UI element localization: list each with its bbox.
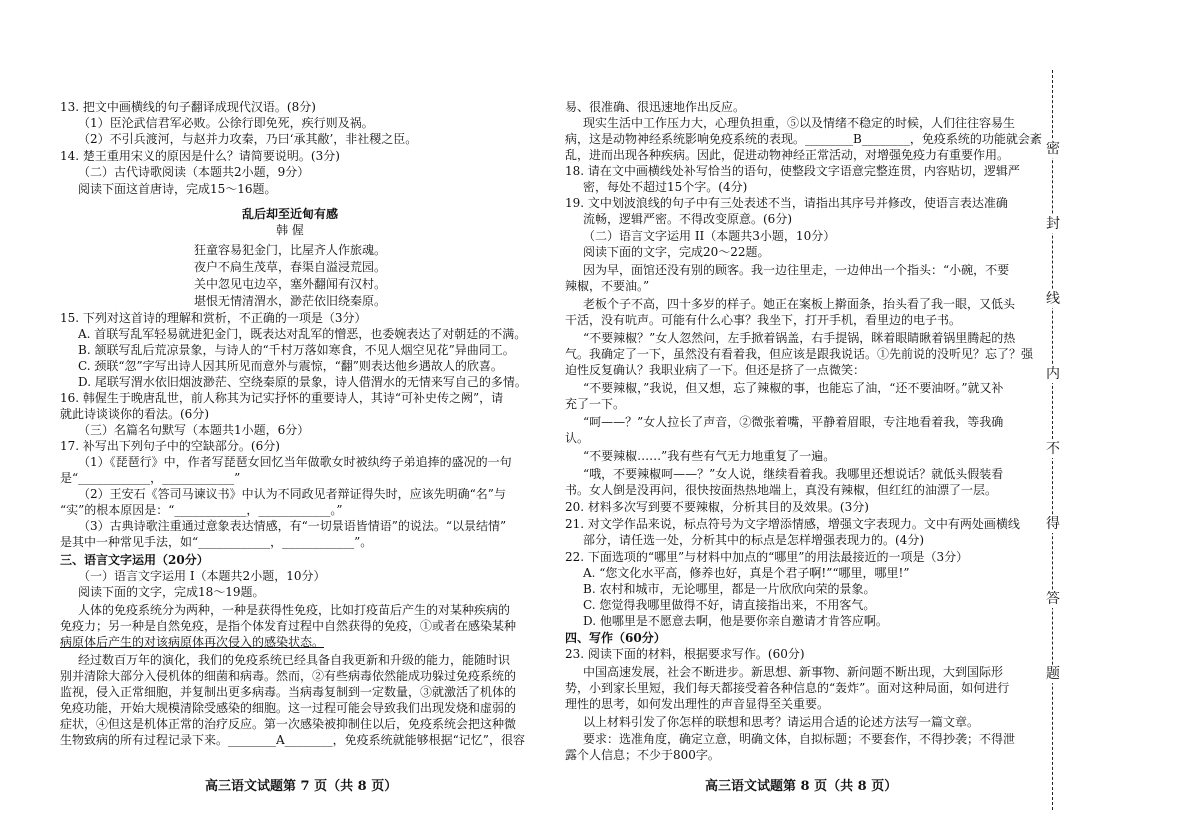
story-line: “不要辣椒……”我有些有气无力地重复了一遍。 [583,449,836,463]
q17-2: （2）王安石《答司马谏议书》中认为不同政见者辩证得失时，应该先明确“名”与 [78,487,506,501]
story-line: 迫性反复确认？我职业病了一下。但还是挤了一点微笑： [565,363,866,377]
writing-material: 理性的思考，如何发出理性的声音显得至关重要。 [565,697,830,711]
passage-line: 人体的免疫系统分为两种，一种是获得性免疫，比如打疫苗后产生的对某种疾病的 [78,603,511,617]
seal-char: 不 [1046,441,1060,457]
story-line: “哦，不要辣椒呵——？”女人说，继续看着我。我哪里还想说话？就低头假装看 [583,467,1004,481]
section-language-2: （二）语言文字运用 II（本题共3小题，10分） [583,229,836,243]
poem-line: 夜户不扃生茂草，春渠自溢浸荒园。 [193,260,386,274]
q19-cont: 流畅，逻辑严密。不得改变原意。(6分) [583,212,792,226]
poem-author: 韩 偓 [276,223,304,237]
language-1-instruction: 阅读下面的文字，完成18～19题。 [78,585,265,599]
q14: 14. 楚王重用宋义的原因是什么？请简要说明。(3分) [60,149,340,163]
q16-cont: 就此诗谈谈你的看法。(6分) [60,407,209,421]
writing-material: 势，小到家长里短，我们每天都接受着各种信息的“轰炸”。面对这种局面，如何进行 [565,681,1010,695]
q13-2: （2）不引兵渡河，与赵并力攻秦，乃曰‘承其敝’，非社稷之臣。 [78,132,418,146]
exam-page-7 [60,0,527,829]
story-line: 认。 [565,431,590,445]
poem-line: 堪恨无情清渭水，渺茫依旧绕秦原。 [193,294,386,308]
seal-char: 密 [1046,141,1060,157]
passage-line: 易、很准确、很迅速地作出反应。 [565,100,746,114]
page-footer: 高三语文试题第 8 页（共 8 页） [705,779,898,794]
section-language: 三、语言文字运用（20分） [60,553,209,567]
q17-1: （1）《琵琶行》中，作者写琵琶女回忆当年做歌女时被纨绔子弟追捧的盛况的一句 [78,455,512,469]
writing-requirements: 露个人信息；不少于800字。 [565,748,720,762]
q17-1-blank: 是“____________，____________” [60,471,241,485]
q19: 19. 文中划波浪线的句子中有三处表述不当，请指出其序号并修改，使语言表达准确 [565,196,1008,210]
poem-title: 乱后却至近甸有感 [241,207,338,221]
seal-char: 内 [1046,366,1060,382]
story-line: 书。女人倒是没再问，很快按面热热地端上，真没有辣椒，但红红的油漂了一层。 [565,483,998,497]
q15-option-d: D. 尾联写渭水依旧烟波渺茫、空绕秦原的景象，诗人借渭水的无情来写自己的多情。 [78,375,527,389]
q18: 18. 请在文中画横线处补写恰当的语句，使整段文字语意完整连贯，内容贴切，逻辑严 [565,164,1020,178]
section-language-1: （一）语言文字运用 I（本题共2小题，10分） [78,569,326,583]
seal-char: 封 [1046,216,1060,232]
story-line: 老板个子不高，四十多岁的样子。她正在案板上擀面条，抬头看了我一眼，又低头 [583,297,1016,311]
passage-line: 乱，进而出现各种疾病。因此，促进动物神经正常活动，对增强免疫力有重要作用。 [565,148,1010,162]
passage-line: 病，这是动物神经系统影响免疫系统的表现。________B________，免疫系统的功能就会紊 [565,132,1042,146]
story-line: 气。我确定了一下，虽然没有看着我，但应该是跟我说话。①先前说的没听见？忘了？强 [565,347,1034,361]
q17: 17. 补写出下列句子中的空缺部分。(6分) [60,439,280,453]
q17-3: （3）古典诗歌注重通过意象表达情感，有“一切景语皆情语”的说法。“以景结情” [78,519,507,533]
q22-option-b: B. 农村和城市，无论哪里，都是一片欣欣向荣的景象。 [583,582,876,596]
writing-prompt: 以上材料引发了你怎样的联想和思考？请运用合适的论述方法写一篇文章。 [583,715,980,729]
q16: 16. 韩偓生于晚唐乱世，前人称其为记实抒怀的重要诗人，其诗“可补史传之阙”，请 [60,391,504,405]
q15: 15. 下列对这首诗的理解和赏析，不正确的一项是（3分） [60,311,367,325]
story-line: “不要辣椒，”我说，但又想，忘了辣椒的事，也能忘了油，“还不要油呀。”就又补 [583,381,1004,395]
passage-line: 免疫力；另一种是自然免疫，是指个体发育过程中自然获得的免疫，①或者在感染某种 [60,619,517,633]
seal-char: 得 [1046,516,1060,532]
story-line: “呵——？”女人拉长了声音，②微张着嘴，平静着眉眼，专注地看着我，等我确 [583,415,1004,429]
poem-line: 狂童容易犯金门，比屋齐人作旅魂。 [193,243,386,257]
q21-cont: 部分，请任选一处，分析其中的标点是怎样增强表现力的。(4分) [583,533,925,547]
passage-line: 病原体后产生的对该病原体再次侵入的感染状态。 [60,635,325,649]
passage-line: 经过数百万年的演化，我们的免疫系统已经具备自我更新和升级的能力，能随时识 [78,653,511,667]
passage-line: 别并清除大部分入侵机体的细菌和病毒。然而，②有些病毒依然能成功躲过免疫系统的 [60,669,517,683]
q22-option-a: A. “您文化水平高，修养也好，真是个君子啊!”“哪里，哪里!” [583,566,910,580]
passage-line: 监视，侵入正常细胞，并复制出更多病毒。当病毒复制到一定数量，③就激活了机体的 [60,685,517,699]
seal-char: 线 [1046,291,1060,307]
seal-char: 题 [1046,666,1060,682]
story-line: 因为早，面馆还没有别的顾客。我一边往里走，一边伸出一个指头：“小碗，不要 [583,263,1010,277]
passage-line: 免疫功能，开始大规模清除受感染的细胞。这一过程可能会导致我们出现发烧和虚弱的 [60,701,517,715]
passage-line: 症状，④但这是机体正常的治疗反应。第一次感染被抑制住以后，免疫系统会把这种微 [60,717,517,731]
section-recitation: （三）名篇名句默写（本题共1小题，6分） [78,423,310,437]
q13: 13. 把文中画横线的句子翻译成现代汉语。(8分) [60,100,316,114]
q15-option-c: C. 颈联“忽”字写出诗人因其所见而意外与震惊，“翻”则表达他乡遇故人的欣喜。 [78,359,503,373]
story-line: “不要辣椒？”女人忽然问，左手掀着锅盖，右手提锅，眯着眼睛瞅着锅里腾起的热 [583,331,1016,345]
page-footer: 高三语文试题第 7 页（共 8 页） [205,779,398,794]
exam-page-8 [565,0,1042,829]
writing-material: 中国高速发展，社会不断进步。新思想、新事物、新问题不断出现，大到国际形 [583,665,1004,679]
q13-1: （1）臣沦武信君军必败。公徐行即免死，疾行则及祸。 [78,116,374,130]
passage-line: 生物致病的所有过程记录下来。________A________，免疫系统就能够根据“记忆”，很容 [60,733,525,747]
poem-line: 关中忽见屯边卒，塞外翻闻有汉村。 [193,277,386,291]
q23: 23. 阅读下面的材料，根据要求写作。(60分) [565,647,805,661]
q21: 21. 对文学作品来说，标点符号为文字增添情感，增强文字表现力。文中有两处画横线 [565,517,1020,531]
q17-2-blank: “实”的根本原因是：“____________，____________。” [60,503,343,517]
q20: 20. 材料多次写到要不要辣椒，分析其目的及效果。(3分) [565,500,869,514]
q15-option-a: A. 首联写乱军轻易就进犯金门，既表达对乱军的憎恶，也委婉表达了对朝廷的不满。 [78,327,527,341]
writing-requirements: 要求：选准角度，确定立意，明确文体，自拟标题；不要套作，不得抄袭；不得泄 [583,732,1016,746]
section-writing: 四、写作（60分） [565,631,666,645]
story-line: 充了一下。 [565,397,626,411]
q18-cont: 密，每处不超过15个字。(4分) [583,180,748,194]
q15-option-b: B. 颔联写乱后荒凉景象，与诗人的“千村万落如寒食，不见人烟空见花”异曲同工。 [78,343,515,357]
q22: 22. 下面选项的“哪里”与材料中加点的“哪里”的用法最接近的一项是（3分） [565,550,969,564]
q22-option-c: C. 您觉得我哪里做得不好，请直接指出来，不用客气。 [583,598,876,612]
section-poetry: （二）古代诗歌阅读（本题共2小题，9分） [78,165,310,179]
q17-3-blank: 是其中一种常见手法，如“____________，____________”。 [60,535,373,549]
q22-option-d: D. 他哪里是不愿意去啊，他是要你亲自邀请才肯答应啊。 [583,614,888,628]
story-line: 干活，没有吭声。可能有什么心事？我坐下，打开手机，看里边的电子书。 [565,313,962,327]
seal-char: 答 [1046,591,1060,607]
story-line: 辣椒，不要油。” [565,279,650,293]
passage-line: 现实生活中工作压力大，心理负担重，⑤以及情绪不稳定的时候，人们往往容易生 [583,116,1016,130]
language-2-instruction: 阅读下面的文字，完成20～22题。 [583,245,770,259]
poetry-instruction: 阅读下面这首唐诗，完成15～16题。 [78,182,277,196]
